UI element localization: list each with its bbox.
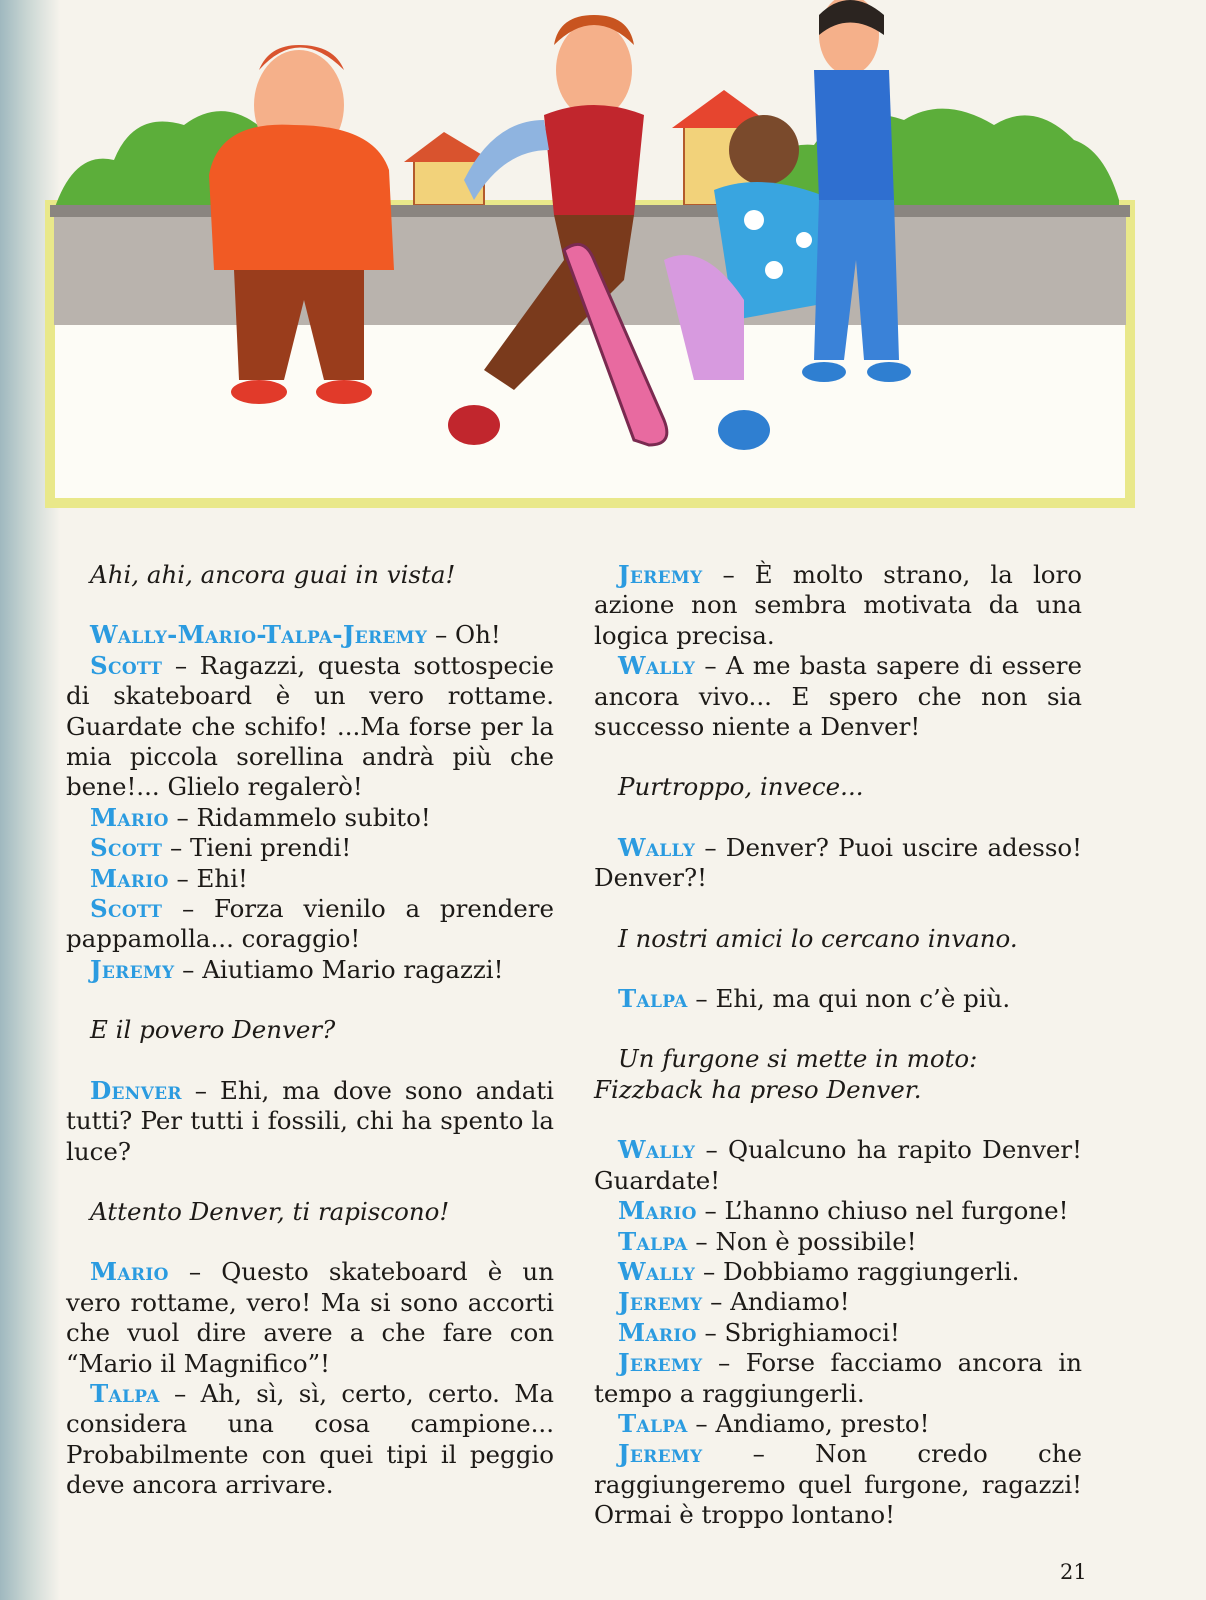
dialogue-text: – Andiamo, presto! [687, 1408, 930, 1438]
dialogue-text: – Qualcuno ha rapito Denver! Guardate! [594, 1135, 1082, 1195]
dialogue-line [594, 1196, 1082, 1226]
dialogue-line [66, 864, 554, 894]
dialogue-line [66, 1257, 554, 1379]
speaker-name: Talpa [618, 984, 688, 1014]
speaker-name: Wally [618, 832, 696, 862]
narration: Attento Denver, ti rapiscono! [90, 1196, 450, 1226]
dialogue-line [594, 651, 1082, 742]
dialogue-text: – Ehi! [168, 863, 248, 893]
dialogue-text: – Forse facciamo ancora in tempo a raggiungerli. [594, 1348, 1082, 1408]
dialogue-text: – Questo skateboard è un vero rottame, vero! Ma si sono accorti che vuol dire avere a che fare con “Mario il Magnifico”! [66, 1257, 554, 1378]
dialogue-line [594, 560, 1082, 651]
speaker-name: Mario [90, 1257, 169, 1287]
cartoon-illustration [44, 0, 1136, 512]
dialogue-line [594, 833, 1082, 894]
dialogue-line [594, 1318, 1082, 1348]
speaker-name: Mario [618, 1196, 697, 1226]
dialogue-text: – Tieni prendi! [162, 833, 352, 863]
speaker-name: Jeremy [618, 1439, 703, 1469]
page-number: 21 [1060, 1560, 1087, 1584]
speaker-name: Jeremy [618, 560, 703, 589]
dialogue-text: – È molto strano, la loro azione non sembra motivata da una logica precisa. [594, 560, 1082, 650]
dialogue-line [594, 984, 1082, 1014]
speaker-name: Wally [618, 1256, 696, 1286]
dialogue-text: – Non è possibile! [687, 1226, 917, 1256]
speaker-name: Scott [90, 833, 163, 863]
dialogue-line [66, 651, 554, 803]
narration: Un furgone si mette in moto: Fizzback ha preso Denver. [594, 1044, 978, 1104]
speaker-name: Mario [90, 802, 169, 832]
dialogue-line [594, 1257, 1082, 1287]
dialogue-text: – Non credo che raggiungeremo quel furgone, ragazzi! Ormai è troppo lontano! [594, 1439, 1082, 1530]
narration: Ahi, ahi, ancora guai in vista! [90, 560, 456, 589]
speaker-name: Jeremy [618, 1348, 703, 1378]
speaker-name: Mario [618, 1317, 697, 1347]
speaker-name: Mario [90, 863, 169, 893]
speaker-name: Wally-Mario-Talpa-Jeremy [90, 620, 428, 650]
dialogue-text: – Ehi, ma dove sono andati tutti? Per tutti i fossili, chi ha spento la luce? [66, 1075, 554, 1166]
speaker-name: Wally [618, 651, 696, 681]
right-text-column [594, 560, 1082, 1531]
dialogue-text: – Ehi, ma qui non c’è più. [687, 984, 1011, 1014]
dialogue-line [594, 1135, 1082, 1196]
dialogue-line [594, 1439, 1082, 1530]
dialogue-text: – Aiutiamo Mario ragazzi! [174, 954, 504, 984]
dialogue-line [66, 803, 554, 833]
left-text-column [66, 560, 554, 1501]
dialogue-text: – A me basta sapere di essere ancora vivo... E spero che non sia successo niente a Denver! [594, 651, 1082, 742]
speaker-name: Scott [90, 894, 163, 924]
speaker-name: Denver [90, 1075, 182, 1105]
dialogue-line [66, 894, 554, 955]
dialogue-text: – Ah, sì, sì, certo, certo. Ma considera una cosa campione... Probabilmente con quei tipi il peggio deve ancora arrivare. [66, 1378, 554, 1500]
dialogue-line [66, 833, 554, 863]
speaker-name: Wally [618, 1135, 696, 1165]
dialogue-line [594, 1287, 1082, 1317]
speaker-name: Jeremy [90, 954, 175, 984]
dialogue-text: – Ridammelo subito! [168, 802, 431, 832]
speaker-name: Scott [90, 650, 163, 680]
dialogue-text: – L’hanno chiuso nel furgone! [696, 1196, 1069, 1226]
speaker-name: Talpa [618, 1226, 688, 1256]
dialogue-line [66, 1076, 554, 1167]
dialogue-line [594, 1348, 1082, 1409]
dialogue-line [594, 1409, 1082, 1439]
narration: I nostri amici lo cercano invano. [618, 923, 1018, 953]
dialogue-line [594, 1227, 1082, 1257]
dialogue-line [66, 620, 554, 650]
dialogue-text: – Sbrighiamoci! [696, 1317, 900, 1347]
dialogue-text: – Andiamo! [702, 1287, 850, 1317]
dialogue-text: – Denver? Puoi uscire adesso! Denver?! [594, 832, 1082, 893]
dialogue-line [66, 955, 554, 985]
dialogue-text: – Oh! [427, 620, 501, 650]
narration: Purtroppo, invece... [618, 772, 864, 802]
dialogue-text: – Dobbiamo raggiungerli. [695, 1256, 1020, 1286]
dialogue-text: – Ragazzi, questa sottospecie di skateboard è un vero rottame. Guardate che schifo! ...Ma forse per la mia piccola sorellina andrà più che bene!... Glielo regalerò! [66, 650, 554, 802]
speaker-name: Talpa [618, 1408, 688, 1438]
dialogue-text: – Forza vienilo a prendere pappamolla... coraggio! [66, 894, 554, 954]
dialogue-line [66, 1379, 554, 1501]
narration: E il povero Denver? [90, 1015, 336, 1045]
speaker-name: Talpa [90, 1378, 160, 1408]
speaker-name: Jeremy [618, 1287, 703, 1317]
